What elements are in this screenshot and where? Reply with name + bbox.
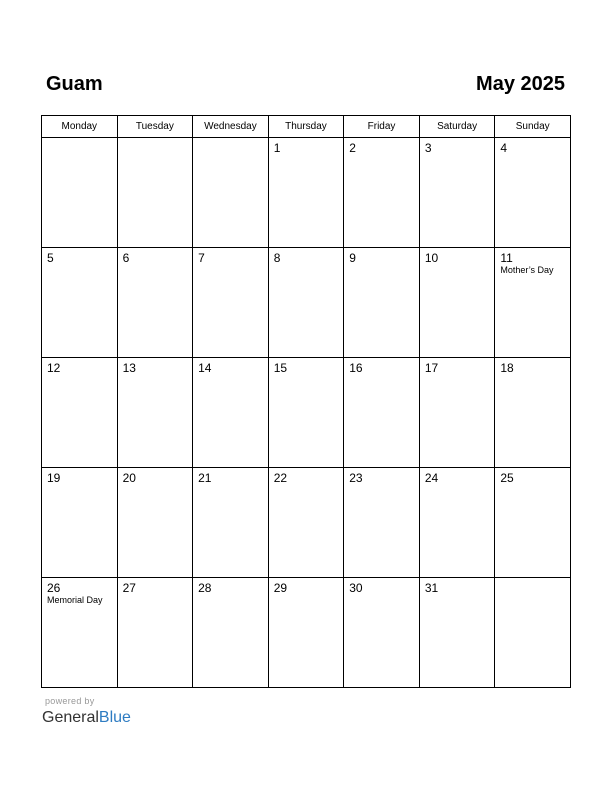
powered-by-text: powered by — [45, 696, 95, 706]
day-cell — [268, 578, 344, 688]
calendar-grid — [41, 115, 571, 688]
day-cell — [42, 468, 118, 578]
day-cell — [419, 248, 495, 358]
day-number: 9 — [349, 251, 356, 265]
day-number: 12 — [47, 361, 61, 375]
day-number: 17 — [424, 361, 439, 375]
day-number: 26 — [47, 581, 61, 595]
day-number: 4 — [500, 141, 508, 155]
weekday-header-row — [42, 116, 571, 138]
day-cell — [117, 248, 193, 358]
day-number: 10 — [424, 251, 439, 265]
weekday-header-thursday: Thursday — [268, 116, 344, 138]
day-cell — [495, 358, 571, 468]
day-cell — [495, 138, 571, 248]
day-cell — [42, 248, 118, 358]
day-cell — [193, 248, 269, 358]
week-row — [42, 578, 571, 688]
day-number: 3 — [424, 141, 432, 155]
day-number: 18 — [500, 361, 514, 375]
day-cell — [419, 358, 495, 468]
day-number: 1 — [273, 141, 281, 155]
day-number: 8 — [273, 251, 281, 265]
day-number: 31 — [424, 581, 439, 595]
day-number: 25 — [500, 471, 514, 485]
day-cell — [344, 248, 420, 358]
day-number: 7 — [198, 251, 205, 265]
day-cell — [268, 248, 344, 358]
day-cell — [419, 578, 495, 688]
day-number: 21 — [198, 471, 212, 485]
month-year-title: May 2025 — [476, 73, 565, 95]
day-cell — [117, 358, 193, 468]
calendar-body — [42, 138, 571, 688]
weekday-header-sunday: Sunday — [495, 116, 571, 138]
empty-day-cell — [193, 138, 269, 248]
day-number: 27 — [122, 581, 136, 595]
day-number: 20 — [122, 471, 136, 485]
brand-general-text: General — [42, 709, 99, 726]
weekday-header-monday: Monday — [42, 116, 118, 138]
footer — [42, 696, 131, 728]
day-cell — [344, 138, 420, 248]
day-cell — [193, 358, 269, 468]
day-number: 14 — [198, 361, 212, 375]
holiday-label: Mother’s Day — [500, 265, 554, 275]
day-cell — [419, 468, 495, 578]
day-cell — [193, 468, 269, 578]
region-title: Guam — [46, 73, 103, 95]
day-cell — [495, 248, 571, 358]
day-cell — [42, 578, 118, 688]
day-cell — [344, 578, 420, 688]
day-cell — [117, 578, 193, 688]
day-number: 13 — [122, 361, 136, 375]
day-cell — [344, 358, 420, 468]
day-number: 29 — [273, 581, 288, 595]
day-cell — [344, 468, 420, 578]
day-number: 2 — [349, 141, 356, 155]
week-row — [42, 358, 571, 468]
empty-day-cell — [117, 138, 193, 248]
brand-blue-text: Blue — [98, 709, 131, 726]
day-cell — [193, 578, 269, 688]
day-number: 5 — [47, 251, 54, 265]
day-cell — [268, 138, 344, 248]
weekday-header-saturday: Saturday — [419, 116, 495, 138]
day-cell — [495, 468, 571, 578]
day-cell — [268, 468, 344, 578]
holiday-label: Memorial Day — [47, 595, 103, 605]
day-number: 30 — [349, 581, 363, 595]
day-cell — [268, 358, 344, 468]
day-cell — [419, 138, 495, 248]
day-cell — [117, 468, 193, 578]
weekday-header-tuesday: Tuesday — [117, 116, 193, 138]
weekday-header-friday: Friday — [344, 116, 420, 138]
day-number: 19 — [47, 471, 61, 485]
empty-day-cell — [42, 138, 118, 248]
day-number: 11 — [500, 251, 513, 265]
week-row — [42, 138, 571, 248]
day-cell — [42, 358, 118, 468]
day-number: 23 — [349, 471, 363, 485]
generalblue-logo — [42, 708, 131, 728]
week-row — [42, 468, 571, 578]
week-row — [42, 248, 571, 358]
day-number: 28 — [198, 581, 212, 595]
day-number: 22 — [273, 471, 288, 485]
weekday-header-wednesday: Wednesday — [193, 116, 269, 138]
empty-day-cell — [495, 578, 571, 688]
day-number: 6 — [122, 251, 130, 265]
day-number: 15 — [273, 361, 288, 375]
day-number: 16 — [349, 361, 363, 375]
day-number: 24 — [424, 471, 439, 485]
